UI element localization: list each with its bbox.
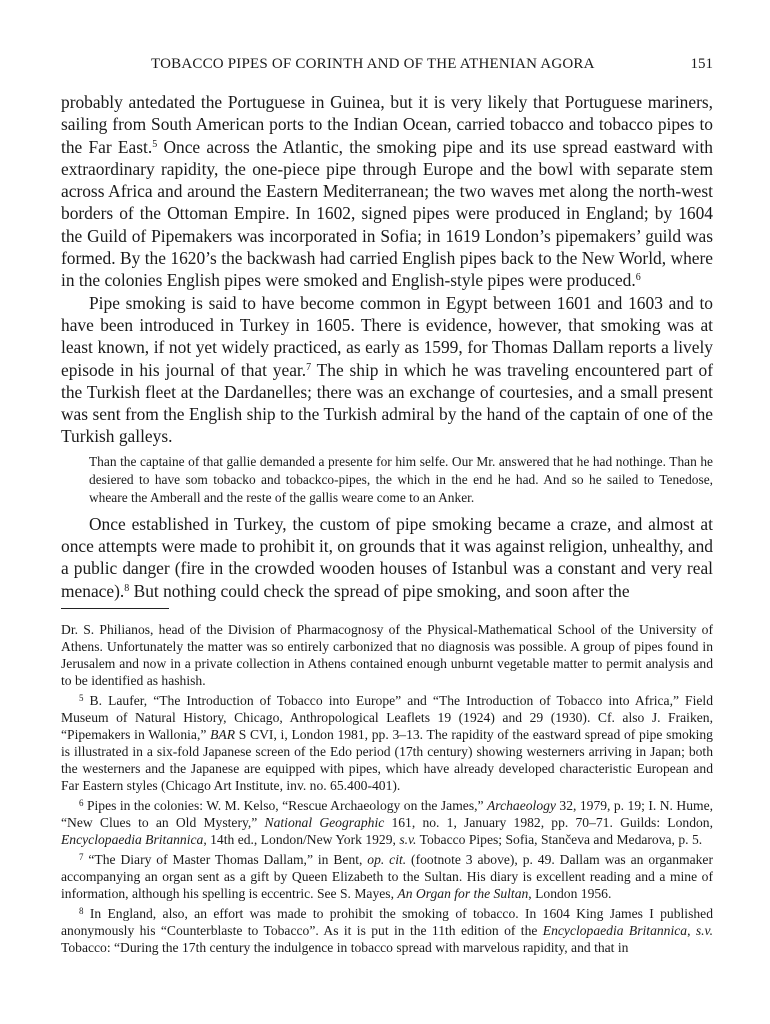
page-header [61,56,713,80]
text-run: (footnote 3 above), p. 49. Dallam was an organmaker accompanying an organ sent as a gift by Queen Elizabeth to the Sultan. His diary is excellent reading and a mine of information, although his spelling is eccentric. See S. Mayes, [61,851,713,901]
text-run: 32, 1979, p. 19; I. N. Hume, “New Clues to an Old Mystery,” [61,797,714,830]
paragraph-1 [61,91,713,292]
footnotes [61,621,713,956]
text-run: Tobacco: “During the 17th century the indulgence in tobacco spread with marvelous rapidity, and that in [61,939,629,955]
text-run: Pipe smoking is said to have become common in Egypt between 1601 and 1603 and to have been introduced in Turkey in 1605. There is evidence, however, that smoking was at least known, if not yet widely practiced, as early as 1599, for Thomas Dallam reports a lively episode in his journal of that year. [61,292,713,380]
footnote-number: 7 [79,851,84,862]
page-number: 151 [690,56,713,72]
text-run: , London 1956. [528,885,612,901]
text-run: Once established in Turkey, the custom of pipe smoking became a craze, and almost at once attempts were made to prohibit it, on grounds that it was against religion, unhealthy, and a public danger (fire in the crowded wooden houses of Istanbul was a constant and very real menace). [61,513,713,601]
italic-run: BAR [210,726,236,742]
block-quote: Than the captaine of that gallie demanded a presente for him selfe. Our Mr. answered that he had nothinge. Than he desiered to have som tobacko and tobackco-pipes, the which in the end he had. And so he sailed to Tenedose, wheare the Amberall and the reste of the gallis weare come to an Anker. [89,453,713,505]
text-run: Once across the Atlantic, the smoking pipe and its use spread eastward with extraordinary rapidity, the one-piece pipe through Europe and the bowl with separate stem across Africa and around the Eastern Mediterranean; the two waves met along the north-west borders of the Ottoman Empire. In 1602, signed pipes were produced in England; by 1604 the Guild of Pipemakers was incorporated in Sofia; in 1619 London’s pipemakers’ guild was formed. By the 1620’s the backwash had carried English pipes back to the New World, where in the colonies English pipes were smoked and English-style pipes were produced. [61,136,714,291]
text-run: probably antedated the Portuguese in Guinea, but it is very likely that Portuguese mariners, sailing from South American ports to the Indian Ocean, carried tobacco and tobacco pipes to the Far East. [61,92,713,157]
footnote-ref[interactable]: 8 [124,582,130,594]
footnote-divider [61,608,169,609]
text-run: , [687,922,696,938]
text-run: , 14th ed., London/New York 1929, [203,831,400,847]
paragraph-3 [61,513,713,602]
footnote-ref[interactable]: 7 [306,361,312,373]
footnote-number: 5 [79,692,84,703]
text-run: The ship in which he was traveling encountered part of the Turkish fleet at the Dardanelles; there was an exchange of courtesies, and a small present was sent from the English ship to the Turkish admiral by the hand of the captain of one of the Turkish galleys. [61,359,713,447]
text-run: B. Laufer, “The Introduction of Tobacco into Europe” and “The Introduction of Tobacco into Africa,” Field Museum of Natural History, Chicago, Anthropological Leaflets 19 (1924) and 29 (1930). Cf. also J. Fraiken, “Pipemakers in Wallonia,” [61,692,713,742]
italic-run: National Geographic [264,814,385,830]
text-run: “The Diary of Master Thomas Dallam,” in Bent, [83,851,368,867]
italic-run: s.v. [695,922,713,938]
italic-run: Encyclopaedia Britannica [542,922,688,938]
text-run: Tobacco Pipes; Sofia, Stančeva and Medarova, p. 5. [416,831,703,847]
footnote-number: 6 [79,797,84,808]
footnote-continuation: Dr. S. Philianos, head of the Division of Pharmacognosy of the Physical-Mathematical School of the University of Athens. Unfortunately the matter was so entirely carbonized that no diagnosis was possible. A group of pipes found in Jerusalem and now in a private collection in Athens contained enough unburnt vegetable matter to permit analysis and to be identified as hashish. [61,621,713,688]
footnote-number: 8 [79,905,84,916]
text-run: In England, also, an effort was made to prohibit the smoking of tobacco. In 1604 King James I published anonymously his “Counterblaste to Tobacco”. As it is put in the 11th edition of the [61,905,713,938]
text-run: S CVI, i, London 1981, pp. 3–13. The rapidity of the eastward spread of pipe smoking is illustrated in a six-fold Japanese screen of the Edo period (17th century) showing westerners arriving in Japan; both the westerners and the Japanese are equipped with pipes, which have already developed characteristic European and Far Eastern styles (Chicago Art Institute, inv. no. 65.400-401). [61,726,713,793]
body-text [61,91,713,959]
italic-run: op. cit. [367,851,407,867]
paragraph-2 [61,292,713,448]
footnote-6 [61,797,713,848]
text-run: Pipes in the colonies: W. M. Kelso, “Rescue Archaeology on the James,” [83,797,487,813]
italic-run: s.v. [399,831,417,847]
footnote-8 [61,905,713,956]
footnote-ref[interactable]: 5 [152,138,158,150]
footnote-7 [61,851,713,902]
italic-run: Archaeology [487,797,556,813]
italic-run: Encyclopaedia Britannica [61,831,204,847]
text-run: 161, no. 1, January 1982, pp. 70–71. Guilds: London, [384,814,713,830]
italic-run: An Organ for the Sultan [397,885,529,901]
running-head: TOBACCO PIPES OF CORINTH AND OF THE ATHENIAN AGORA [151,56,595,72]
footnote-5 [61,692,713,794]
text-run: But nothing could check the spread of pipe smoking, and soon after the [129,580,630,601]
footnote-ref[interactable]: 6 [635,272,641,284]
